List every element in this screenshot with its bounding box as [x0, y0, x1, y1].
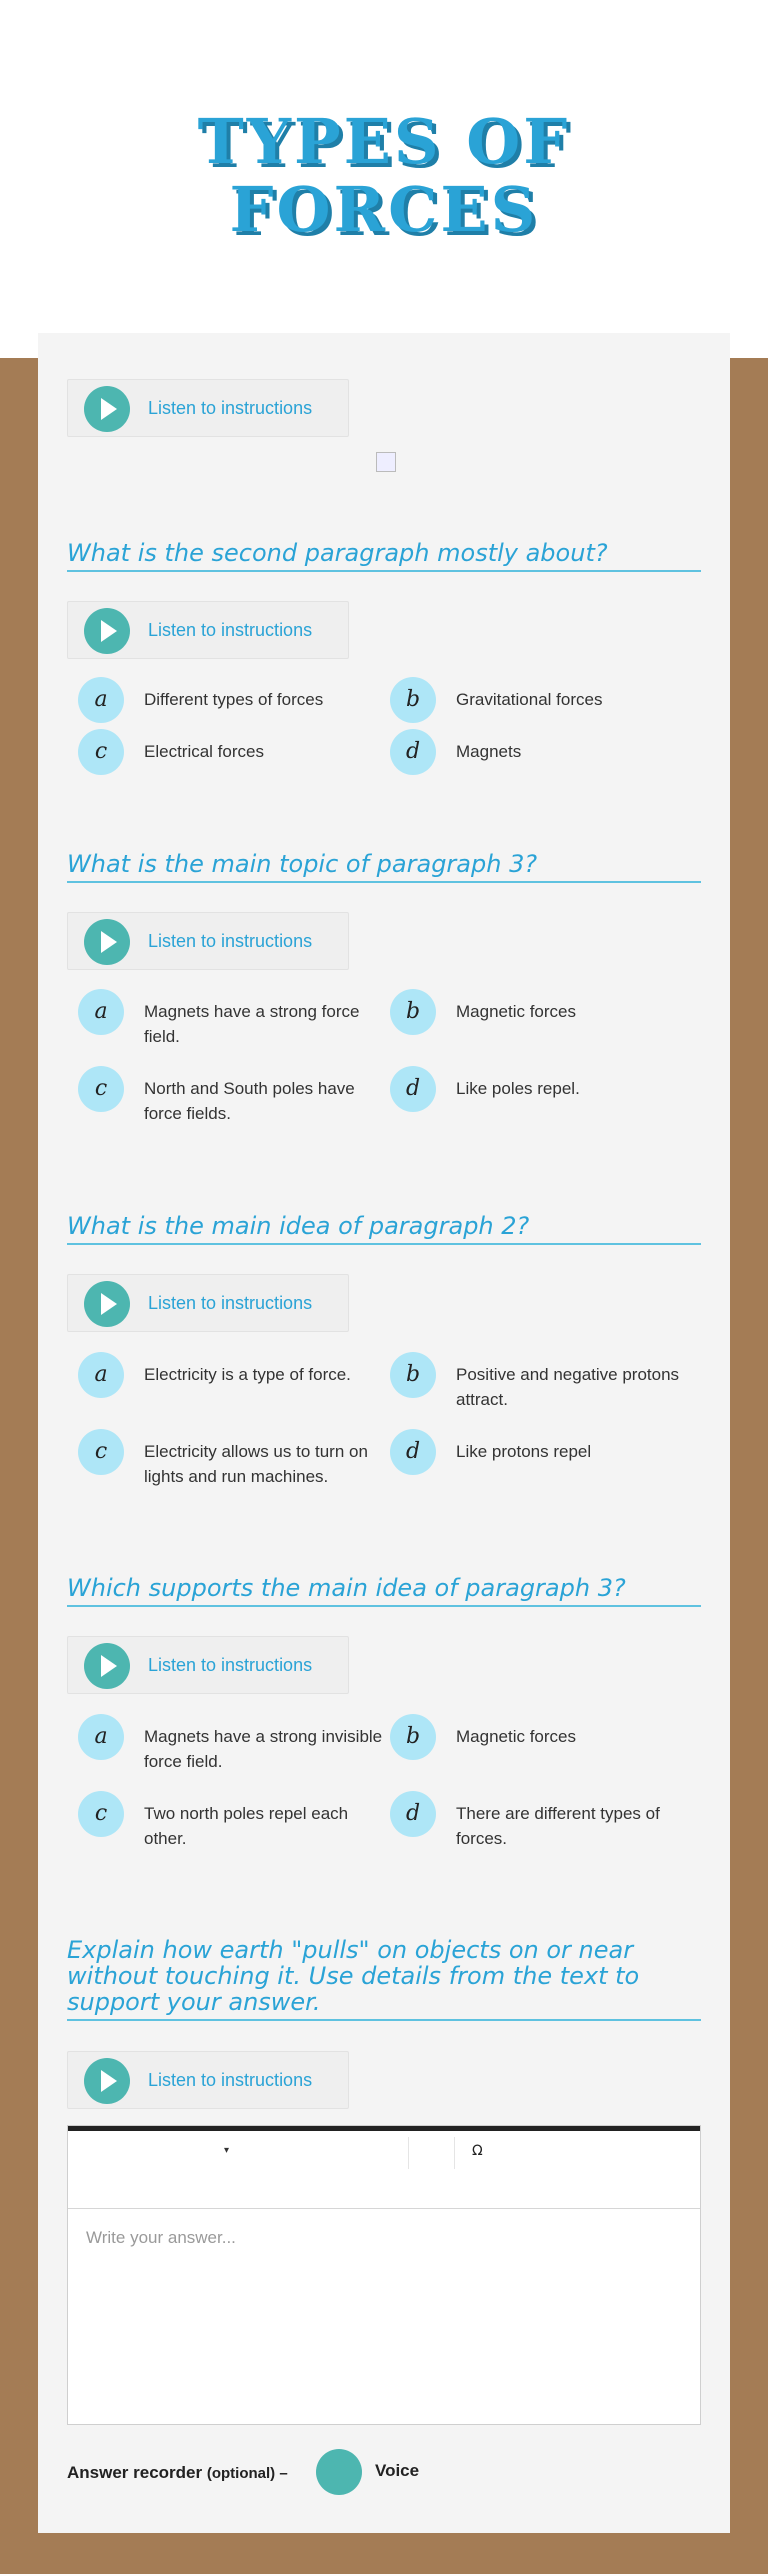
question-2-title: What is the main topic of paragraph 3? [67, 851, 701, 883]
option-letter-badge[interactable]: c [78, 1791, 124, 1837]
listen-label: Listen to instructions [148, 620, 313, 640]
play-icon[interactable] [84, 608, 130, 654]
open-question-title: Explain how earth "pulls" on objects on or near without touching it. Use details from the text to support your answer. [67, 1937, 701, 2021]
play-icon[interactable] [84, 2058, 130, 2104]
play-icon[interactable] [84, 1643, 130, 1689]
editor-toolbar [68, 2131, 700, 2209]
option-letter-badge[interactable]: c [78, 1066, 124, 1112]
option-text: Positive and negative protons attract. [456, 1365, 680, 1409]
answer-recorder [67, 2449, 667, 2495]
play-icon[interactable] [84, 1281, 130, 1327]
question-4-title: Which supports the main idea of paragraph 3? [67, 1575, 701, 1607]
question-1-title: What is the second paragraph mostly about? [67, 540, 701, 572]
option-text: Gravitational forces [456, 690, 603, 709]
option-text: Like protons repel [456, 1442, 592, 1461]
option-text: Electricity is a type of force. [144, 1365, 351, 1384]
option-text: Magnets have a strong force field. [144, 1002, 360, 1046]
special-characters-button[interactable]: Ω [472, 2143, 483, 2159]
option-letter-badge[interactable]: b [390, 1352, 436, 1398]
listen-label: Listen to instructions [148, 1293, 313, 1313]
option-text: Magnets [456, 742, 522, 761]
option-text: North and South poles have force fields. [144, 1079, 355, 1123]
title-line-1: TYPES OF [197, 105, 571, 178]
recorder-label-text: Answer recorder [67, 2463, 203, 2482]
listen-instructions-button[interactable] [67, 379, 349, 437]
recorder-optional-text: (optional) – [206, 2465, 288, 2482]
listen-instructions-button[interactable] [67, 1636, 349, 1694]
option-letter-badge[interactable]: b [390, 1714, 436, 1760]
option-letter-badge[interactable]: d [390, 1791, 436, 1837]
option-letter-badge[interactable]: d [390, 1066, 436, 1112]
listen-label: Listen to instructions [148, 1655, 313, 1675]
option-letter-badge[interactable]: d [390, 729, 436, 775]
option-letter-badge[interactable]: c [78, 1429, 124, 1475]
option-letter-badge[interactable]: b [390, 989, 436, 1035]
toolbar-divider [408, 2137, 409, 2169]
option-text: Two north poles repel each other. [144, 1804, 349, 1848]
page-title [0, 105, 768, 246]
listen-instructions-button[interactable] [67, 1274, 349, 1332]
option-text: Magnets have a strong invisible force field. [144, 1727, 383, 1771]
play-icon[interactable] [84, 919, 130, 965]
broken-image-icon [376, 452, 396, 472]
option-letter-badge[interactable]: a [78, 989, 124, 1035]
option-letter-badge[interactable]: a [78, 1352, 124, 1398]
question-3-title: What is the main idea of paragraph 2? [67, 1213, 701, 1245]
recorder-label [67, 2463, 288, 2483]
title-line-2: FORCES [229, 173, 539, 246]
option-letter-badge[interactable]: a [78, 677, 124, 723]
option-text: Electrical forces [144, 742, 264, 761]
listen-instructions-button[interactable] [67, 601, 349, 659]
listen-instructions-button[interactable] [67, 912, 349, 970]
toolbar-divider [454, 2137, 455, 2169]
listen-label: Listen to instructions [148, 931, 313, 951]
listen-label: Listen to instructions [148, 398, 313, 418]
record-voice-button[interactable] [316, 2449, 362, 2495]
option-letter-badge[interactable]: c [78, 729, 124, 775]
option-text: Electricity allows us to turn on lights and run machines. [144, 1442, 368, 1486]
option-text: Different types of forces [144, 690, 324, 709]
option-letter-badge[interactable]: b [390, 677, 436, 723]
option-text: There are different types of forces. [456, 1804, 660, 1848]
option-text: Magnetic forces [456, 1002, 576, 1021]
format-dropdown-chevron-icon[interactable]: ▾ [224, 2145, 230, 2156]
listen-instructions-button[interactable] [67, 2051, 349, 2109]
option-text: Like poles repel. [456, 1079, 580, 1098]
option-letter-badge[interactable]: a [78, 1714, 124, 1760]
answer-textarea[interactable] [84, 2226, 688, 2410]
recorder-voice-label: Voice [375, 2461, 420, 2480]
option-letter-badge[interactable]: d [390, 1429, 436, 1475]
page-header [0, 0, 768, 358]
play-icon[interactable] [84, 386, 130, 432]
listen-label: Listen to instructions [148, 2070, 313, 2090]
answer-editor [67, 2125, 701, 2425]
option-text: Magnetic forces [456, 1727, 576, 1746]
